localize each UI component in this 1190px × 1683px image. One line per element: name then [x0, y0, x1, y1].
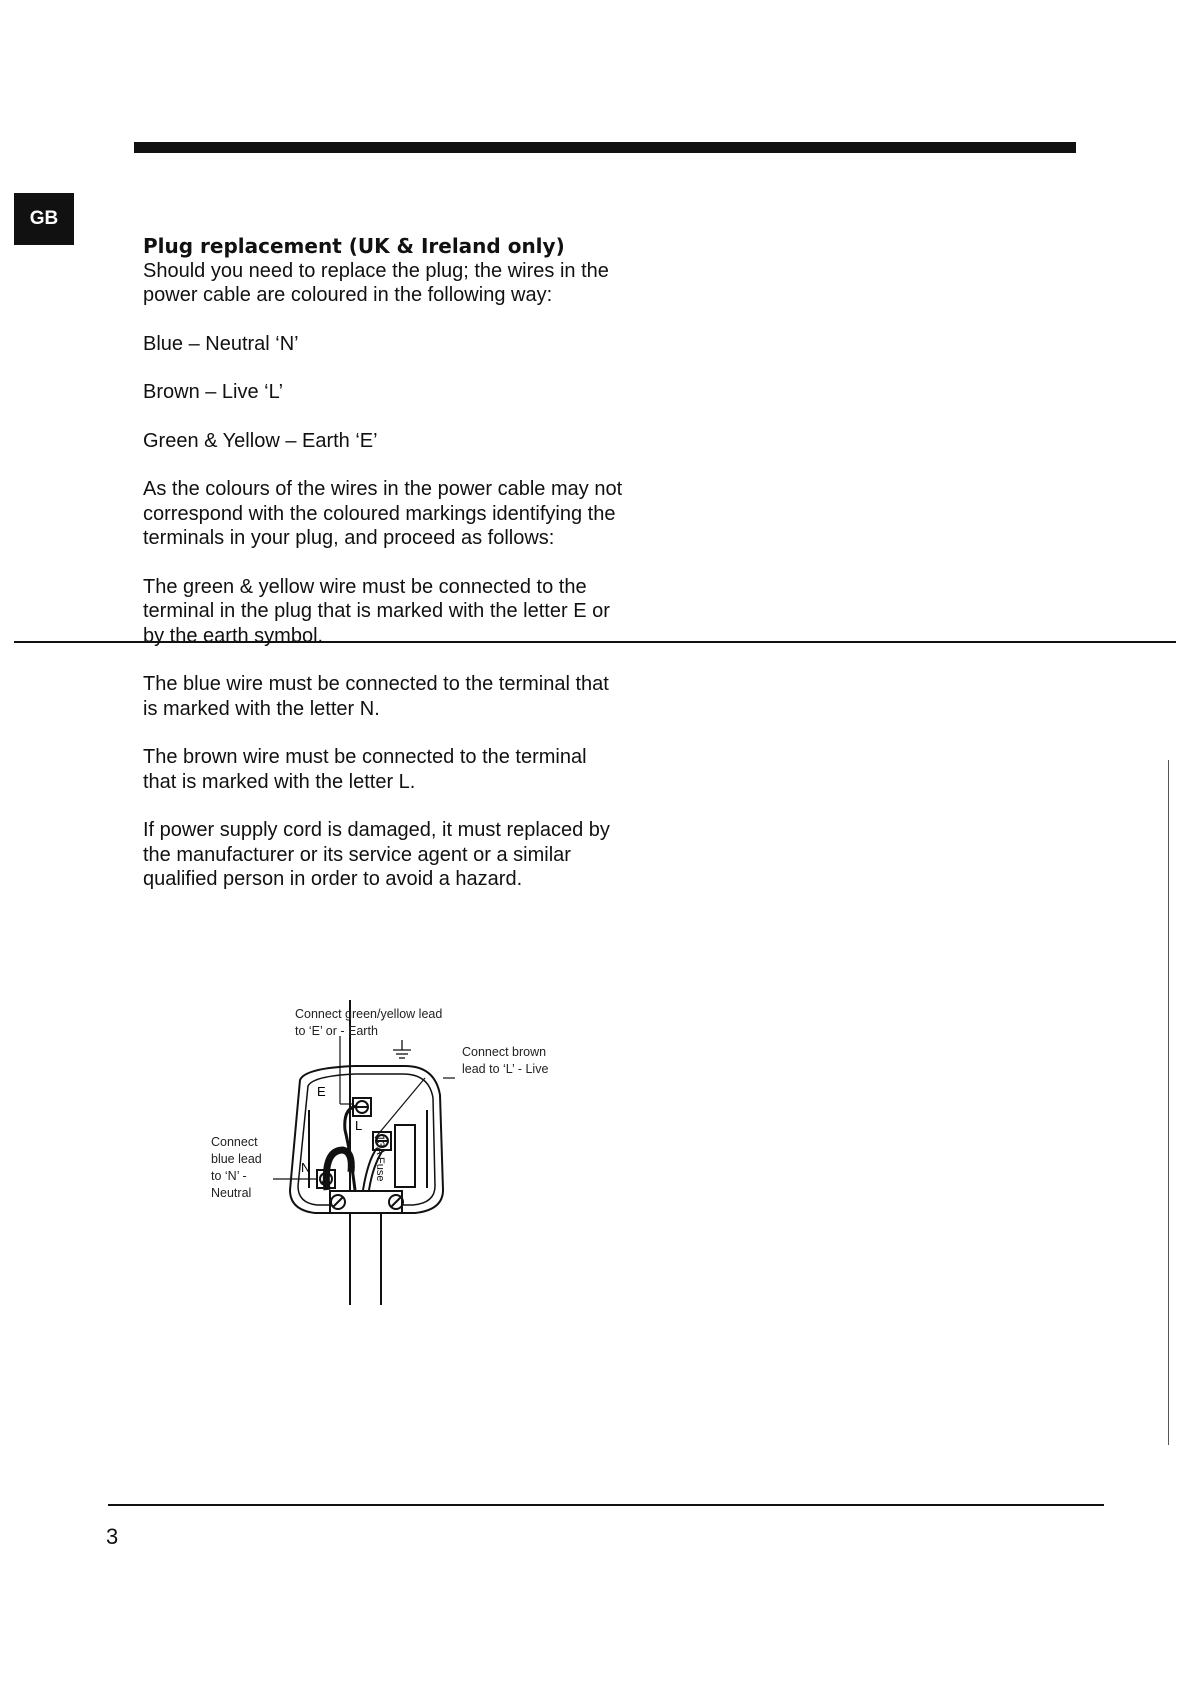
terminal-l-label: L [355, 1118, 363, 1133]
language-tab: GB [14, 193, 74, 245]
brown-callout: Connect brown lead to ‘L’ - Live [462, 1045, 549, 1076]
intro-paragraph: Should you need to replace the plug; the wires in the power cable are coloured in the following way: [143, 259, 609, 306]
section-heading: Plug replacement (UK & Ireland only) [143, 234, 565, 258]
wire-blue: Blue – Neutral ‘N’ [143, 332, 299, 355]
page-number: 3 [106, 1524, 119, 1549]
footer-rule [108, 1504, 1104, 1506]
terminal-n-label: N [301, 1160, 311, 1175]
damaged-cord-paragraph: If power supply cord is damaged, it must replaced by the manufacturer or its service agent or a similar qualified person in order to avoid a hazard. [143, 819, 610, 890]
fuse-label: 13A Fuse [374, 1135, 386, 1182]
neutral-instruction: The blue wire must be connected to the terminal that is marked with the letter N. [143, 673, 609, 720]
colour-warning-paragraph: As the colours of the wires in the power cable may not correspond with the coloured markings identifying the terminals in your plug, and proceed as follows: [143, 478, 623, 549]
earth-instruction: The green & yellow wire must be connected to the terminal in the plug that is marked with the letter E or by the earth symbol. [143, 575, 610, 647]
wire-brown: Brown – Live ‘L’ [143, 381, 284, 403]
wire-green-yellow: Green & Yellow – Earth ‘E’ [143, 429, 378, 452]
terminal-e-label: E [317, 1084, 326, 1099]
header-bar [134, 142, 1076, 153]
earth-callout: Connect green/yellow lead to ‘E’ or - Earth [295, 1007, 443, 1038]
live-instruction: The brown wire must be connected to the terminal that is marked with the letter L. [143, 746, 587, 793]
scan-edge-line [1168, 760, 1169, 1445]
blue-callout: Connect blue lead to ‘N’ - Neutral [211, 1135, 262, 1200]
main-content [143, 234, 623, 892]
